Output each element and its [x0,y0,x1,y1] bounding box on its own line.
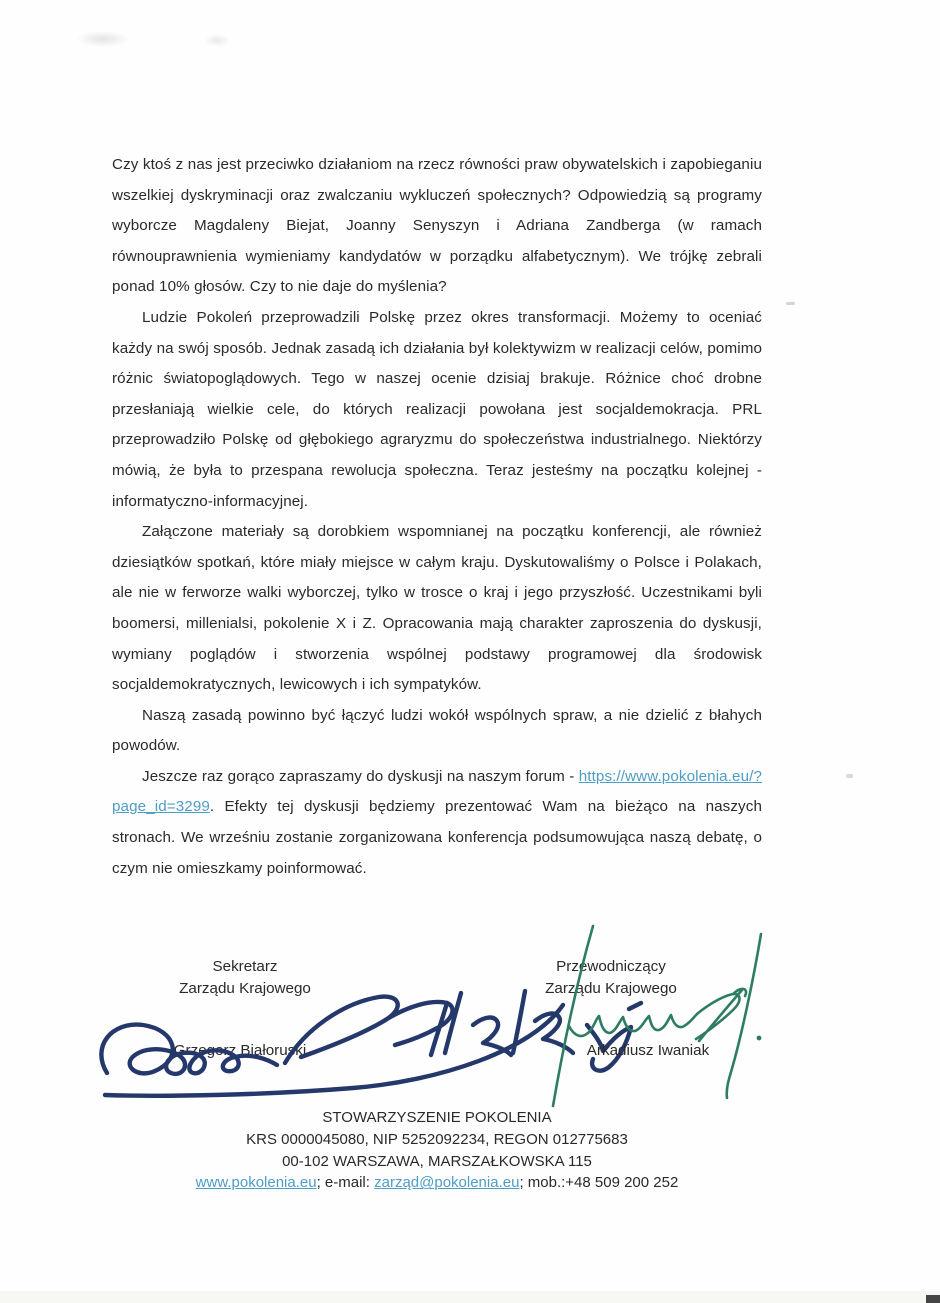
letterhead-footer [112,1107,762,1194]
forum-link[interactable]: https://www.pokolenia.eu/?page_id=3299 [112,767,762,816]
footer-contact [112,1172,762,1194]
scan-corner-mark [926,1295,940,1303]
scan-smudge-icon [204,34,230,47]
scan-speck-icon [846,774,853,778]
signature-role: Sekretarz [212,958,278,975]
footer-org-name: STOWARZYSZENIE POKOLENIA [322,1109,552,1126]
scan-edge-band [0,1291,940,1303]
signature-org: Zarządu Krajowego [545,979,677,997]
signature-role: Przewodniczący [556,958,666,975]
scan-smudge-icon [76,31,130,47]
email-link[interactable]: zarząd@pokolenia.eu [374,1174,520,1192]
body-paragraph: Naszą zasadą powinno być łączyć ludzi wokół wspólnych spraw, a nie dzielić z błahych powodów. [112,706,762,755]
signature-name-left: Grzegorz Białoruski [173,1042,307,1059]
footer-address: 00-102 WARSZAWA, MARSZAŁKOWSKA 115 [282,1152,592,1170]
body-paragraph [112,762,762,884]
website-link[interactable]: www.pokolenia.eu [195,1174,317,1192]
body-paragraph: Załączone materiały są dorobkiem wspomnianej na początku konferencji, ale również dziesiątków spotkań, które miały miejsce w całym kraju. Dyskutowaliśmy o Polsce i Polakach, ale nie w ferworze walki wyborczej, tylko w trosce o kraj i jego przyszłość. Uczestnikami byli boomersi, millenialsi, pokolenie X i Z. Opracowania mają charakter zaproszenia do dyskusji, wymiany poglądów i stworzenia wspólnej podstawy programowej dla środowisk socjaldemokratycznych, lewicowych i ich sympatyków. [112,523,762,694]
handwritten-signature-right [535,920,775,1110]
signature-ink [553,926,761,1106]
letter-body [112,150,762,884]
paragraph-text: Jeszcze raz gorąco zapraszamy do dyskusji na naszym forum - [142,767,579,785]
scan-speck-icon [786,302,795,305]
body-paragraph: Ludzie Pokoleń przeprowadzili Polskę przez okres transformacji. Możemy to oceniać każdy na swój sposób. Jednak zasadą ich działania był kolektywizm w realizacji celów, pomimo różnic światopoglądowych. Tego w naszej ocenie dzisiaj brakuje. Różnice choć drobne przesłaniają wielkie cele, do których realizacji powołana jest socjaldemokracja. PRL przeprowadziło Polskę od głębokiego agraryzmu do społeczeństwa industrialnego. Niektórzy mówią, że była to przespana rewolucja społeczna. Teraz jesteśmy na początku kolejnej - informatyczno-informacyjnej. [112,308,762,510]
footer-separator: ; e-mail: [316,1174,375,1192]
signature-name-right: Arkadiusz Iwaniak [586,1042,710,1059]
footer-phone: ; mob.:+48 509 200 252 [519,1174,679,1192]
footer-registry-numbers: KRS 0000045080, NIP 5252092234, REGON 012775683 [246,1130,628,1148]
body-paragraph: Czy ktoś z nas jest przeciwko działaniom na rzecz równości praw obywatelskich i zapobieganiu wszelkiej dyskryminacji oraz zwalczaniu wykluczeń społecznych? Odpowiedzią są programy wyborcze Magdaleny Biejat, Joanny Senyszyn i Adriana Zandberga (w ramach równouprawnienia wymieniamy kandydatów w porządku alfabetycznym). We trójkę zebrali ponad 10% głosów. Czy to nie daje do myślenia? [112,156,762,296]
paragraph-text: . Efekty tej dyskusji będziemy prezentować Wam na bieżąco na naszych stronach. We wrześniu zostanie zorganizowana konferencja podsumowująca naszą debatę, o czym nie omieszkamy poinformować. [112,798,762,877]
signature-org: Zarządu Krajowego [179,979,311,997]
